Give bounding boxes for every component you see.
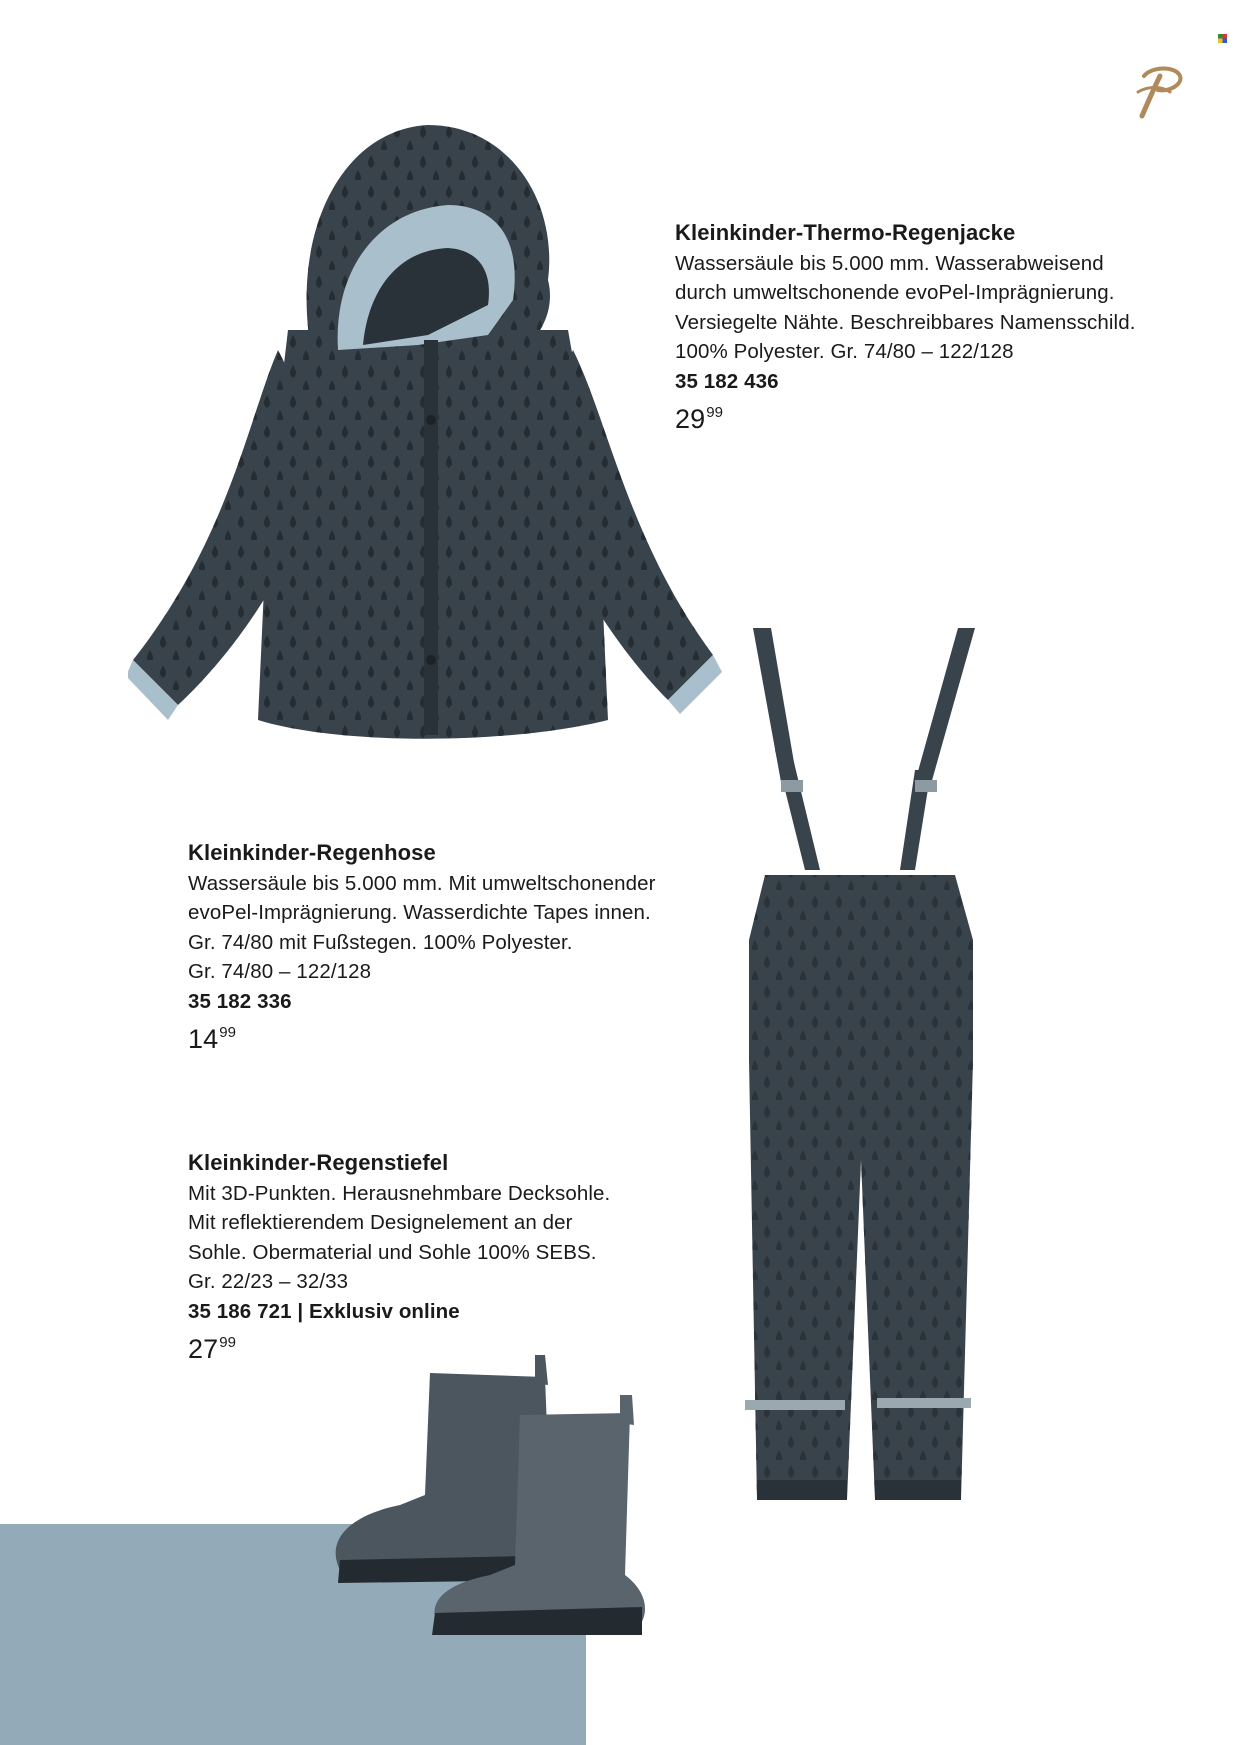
product-description-line: evoPel-Imprägnierung. Wasserdichte Tapes innen. [188,901,651,924]
rain-jacket-image [128,120,728,760]
rain-boots-image [330,1355,650,1635]
article-number: 35 182 336 [188,989,292,1013]
price-main: 14 [188,1024,219,1054]
product-price [675,404,1136,439]
product-description-line: Gr. 74/80 – 122/128 [188,960,372,983]
product-description-line: durch umweltschonende evoPel-Imprägnierung. [675,281,1115,304]
product-price [188,1024,656,1059]
product-description-line: Mit 3D-Punkten. Herausnehmbare Decksohle. [188,1181,611,1205]
rain-pants-image [735,620,995,1500]
product-description-line: Sohle. Obermaterial und Sohle 100% SEBS. [188,1240,597,1264]
product-price [188,1334,610,1369]
product-description-line: Gr. 74/80 mit Fußstegen. 100% Polyester. [188,930,573,954]
article-number: 35 186 721 | Exklusiv online [188,1299,460,1323]
price-cents: 99 [219,1334,237,1351]
product-boots [188,1148,610,1369]
price-cents: 99 [219,1024,237,1041]
product-description-line: Wassersäule bis 5.000 mm. Wasserabweisend [675,251,1104,275]
product-title: Kleinkinder-Thermo-Regenjacke [675,220,1016,245]
product-description-line: 100% Polyester. Gr. 74/80 – 122/128 [675,340,1014,363]
product-description-line: Gr. 22/23 – 32/33 [188,1270,349,1293]
price-main: 27 [188,1334,219,1364]
product-title: Kleinkinder-Regenhose [188,840,436,865]
product-description-line: Versiegelte Nähte. Beschreibbares Namensschild. [675,310,1136,334]
product-title: Kleinkinder-Regenstiefel [188,1150,449,1175]
product-pants [188,838,656,1059]
price-cents: 99 [706,404,724,421]
article-number: 35 182 436 [675,369,779,393]
brand-logo-icon [1130,62,1186,122]
price-main: 29 [675,404,706,434]
product-jacket [675,218,1136,439]
product-description-line: Wassersäule bis 5.000 mm. Mit umweltschonender [188,871,656,895]
flag-icon [1218,34,1227,43]
product-description-line: Mit reflektierendem Designelement an der [188,1211,573,1234]
